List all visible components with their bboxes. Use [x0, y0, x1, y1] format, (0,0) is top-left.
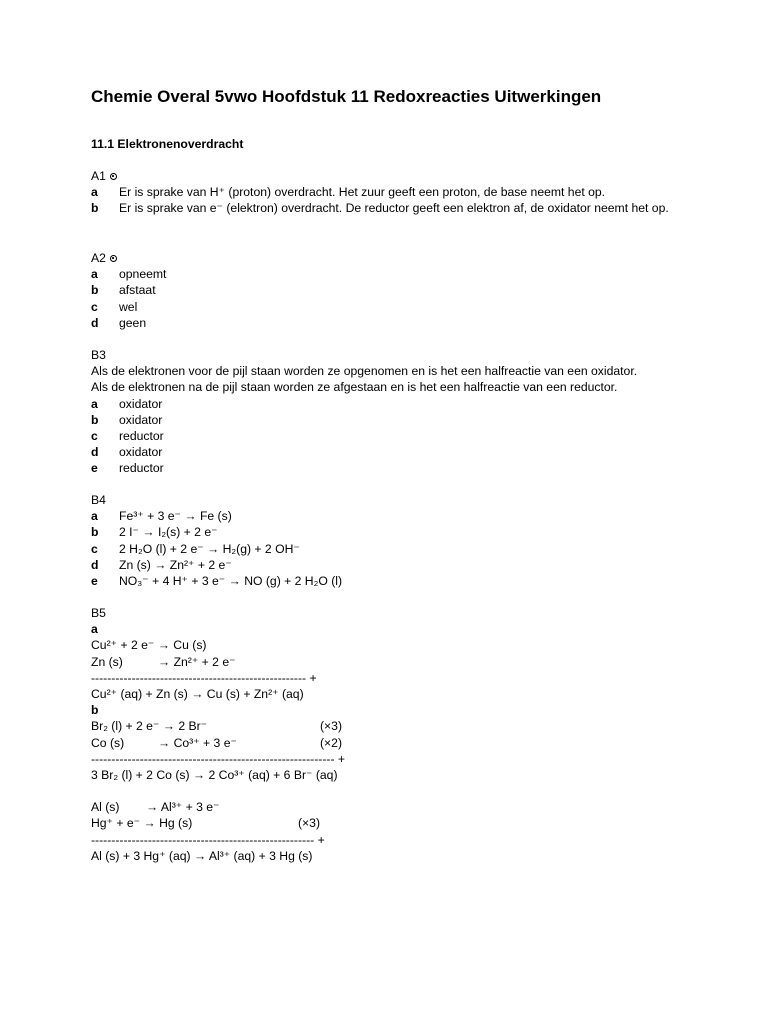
item-letter: d	[91, 445, 99, 460]
equation-text: NO₃⁻ + 4 H⁺ + 3 e⁻ → NO (g) + 2 H₂O (l)	[119, 574, 343, 588]
question-a2	[91, 250, 691, 331]
item-letter: b	[91, 412, 99, 427]
question-label: A2	[91, 251, 106, 265]
question-b3	[91, 347, 691, 477]
item-text: opneemt	[119, 267, 167, 282]
intro-text: Als de elektronen na de pijl staan worden ze afgestaan en is het een halfreactie van een reductor.	[91, 380, 618, 395]
item-text: Er is sprake van H⁺ (proton) overdracht. Het zuur geeft een proton, de base neemt het op.	[119, 185, 606, 200]
item-text: oxidator	[119, 396, 163, 411]
item-letter: a	[91, 509, 98, 524]
item-letter: c	[91, 299, 98, 314]
item-text: afstaat	[119, 283, 156, 298]
question-label: A1	[91, 169, 106, 183]
question-label: B3	[91, 348, 106, 362]
total-reaction: Cu²⁺ (aq) + Zn (s) → Cu (s) + Zn²⁺ (aq)	[91, 686, 304, 701]
item-text: reductor	[119, 428, 164, 443]
item-letter: a	[91, 396, 98, 411]
separator-line: ----------------------------------------------------- +	[91, 670, 317, 685]
half-reaction-right: → Al³⁺ + 3 e⁻	[146, 800, 220, 815]
document-title: Chemie Overal 5vwo Hoofdstuk 11 Redoxreacties Uitwerkingen	[91, 87, 602, 106]
equation-text: Fe³⁺ + 3 e⁻ → Fe (s)	[119, 509, 232, 524]
question-label: B4	[91, 493, 106, 507]
multiplier: (×3)	[320, 719, 343, 734]
item-letter: e	[91, 574, 98, 588]
half-reaction-left: Al (s)	[91, 800, 120, 815]
question-b5	[91, 605, 691, 864]
part-label: b	[91, 703, 99, 718]
question-b4	[91, 492, 691, 589]
equation-text: 2 H₂O (l) + 2 e⁻ → H₂(g) + 2 OH⁻	[119, 541, 300, 556]
item-letter: c	[91, 428, 98, 443]
multiplier: (×3)	[298, 816, 321, 831]
item-text: oxidator	[119, 412, 163, 427]
half-reaction: Br₂ (l) + 2 e⁻ → 2 Br⁻	[91, 719, 208, 734]
half-reaction: Cu²⁺ + 2 e⁻ → Cu (s)	[91, 638, 207, 653]
part-label: a	[91, 622, 98, 637]
half-reaction-left: Co (s)	[91, 735, 125, 750]
target-icon	[110, 255, 117, 262]
item-letter: a	[91, 267, 98, 282]
item-text: oxidator	[119, 445, 163, 460]
item-letter: b	[91, 283, 99, 298]
item-letter: b	[91, 525, 99, 540]
separator-line: ------------------------------------------------------------ +	[91, 751, 346, 766]
total-reaction: 3 Br₂ (l) + 2 Co (s) → 2 Co³⁺ (aq) + 6 Br⁻ (aq)	[91, 767, 338, 782]
item-letter: c	[91, 541, 98, 556]
half-reaction: Hg⁺ + e⁻ → Hg (s)	[91, 816, 193, 831]
item-text: wel	[119, 299, 138, 314]
item-text: geen	[119, 315, 147, 330]
item-letter: d	[91, 557, 99, 572]
item-letter: d	[91, 315, 99, 330]
separator-line: ------------------------------------------------------- +	[91, 832, 325, 847]
item-letter: a	[91, 185, 98, 200]
equation-text: 2 I⁻ → I₂(s) + 2 e⁻	[119, 525, 218, 540]
item-text: Er is sprake van e⁻ (elektron) overdracht. De reductor geeft een elektron af, de oxidator neemt het op.	[119, 201, 669, 216]
half-reaction-right: → Zn²⁺ + 2 e⁻	[158, 654, 236, 669]
section-heading: 11.1 Elektronenoverdracht	[91, 137, 244, 151]
item-letter: e	[91, 461, 98, 476]
half-reaction-right: → Co³⁺ + 3 e⁻	[158, 735, 237, 750]
intro-text: Als de elektronen voor de pijl staan worden ze opgenomen en is het een halfreactie van een oxidator.	[91, 364, 638, 379]
item-letter: b	[91, 201, 99, 216]
item-text: reductor	[119, 461, 164, 476]
half-reaction-left: Zn (s)	[91, 654, 123, 669]
equation-text: Zn (s) → Zn²⁺ + 2 e⁻	[119, 557, 232, 572]
multiplier: (×2)	[320, 735, 343, 750]
target-icon	[110, 173, 117, 180]
question-a1	[91, 168, 691, 217]
total-reaction: Al (s) + 3 Hg⁺ (aq) → Al³⁺ (aq) + 3 Hg (s)	[91, 848, 313, 863]
question-label: B5	[91, 606, 106, 620]
